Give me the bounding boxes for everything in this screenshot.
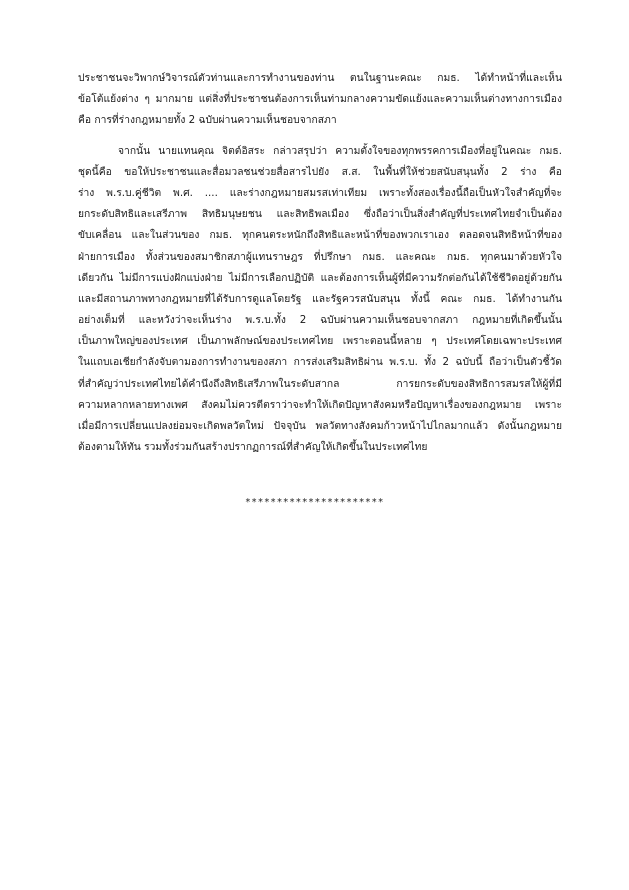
document-body [78, 68, 562, 458]
text-line: ฝ่ายการเมือง ทั้งส่วนของสมาชิกสภาผู้แทนราษฎร ที่ปรึกษา กมธ. และคณะ กมธ. ทุกคนมาด้วยหัวใจ [78, 250, 562, 263]
text-line: ประชาชนจะวิพากษ์วิจารณ์ตัวท่านและการทำงานของท่าน ตนในฐานะคณะ กมธ. ได้ทำหน้าที่และเห็น [78, 72, 562, 84]
text-line: ร่าง พ.ร.บ.คู่ชีวิต พ.ศ. .... และร่างกฎหมายสมรสเท่าเทียม เพราะทั้งสองเรื่องนี้ถือเป็นหัวใจสำคัญที่จะ [78, 186, 562, 199]
text-line: อย่างเต็มที่ และหวังว่าจะเห็นร่าง พ.ร.บ.ทั้ง 2 ฉบับผ่านความเห็นชอบจากสภา กฎหมายที่เกิดขึ้นนั้น [78, 314, 562, 327]
text-line: เป็นภาพใหญ่ของประเทศ เป็นภาพลักษณ์ของประเทศไทย เพราะตอนนี้หลาย ๆ ประเทศโดยเฉพาะประเทศ [78, 335, 562, 348]
text-line: ขับเคลื่อน และในส่วนของ กมธ. ทุกคนตระหนักถึงสิทธิและหน้าที่ของพวกเราเอง ตลอดจนสิทธิหน้าที่ของ [78, 229, 562, 242]
text-line: ต้องตามให้ทัน รวมทั้งร่วมกันสร้างปรากฏการณ์ที่สำคัญให้เกิดขึ้นในประเทศไทย [78, 441, 428, 454]
text-line-indented: จากนั้น นายแทนคุณ จิตต์อิสระ กล่าวสรุปว่า ความตั้งใจของทุกพรรคการเมืองที่อยู่ในคณะ กมธ. [118, 144, 562, 157]
paragraph-2 [78, 141, 562, 459]
text-line: เดียวกัน ไม่มีการแบ่งฝักแบ่งฝ่าย ไม่มีการเลือกปฏิบัติ และต้องการเห็นผู้ที่มีความรักต่อกันได้ใช้ชีวิตอยู่ด้วยกัน [78, 271, 562, 284]
text-line: ในแถบเอเชียกำลังจับตามองการทำงานของสภา การส่งเสริมสิทธิผ่าน พ.ร.บ. ทั้ง 2 ฉบับนี้ ถือว่าเป็นตัวชี้วัด [78, 356, 562, 369]
text-line: คือ การที่ร่างกฎหมายทั้ง 2 ฉบับผ่านความเห็นชอบจากสภา [78, 114, 337, 127]
text-line: ความหลากหลายทางเพศ สังคมไม่ควรตีตราว่าจะทำให้เกิดปัญหาสังคมหรือปัญหาเรื่องของกฎหมาย เพราะ [78, 398, 562, 411]
paragraph-1 [78, 68, 562, 132]
text-line: ยกระดับสิทธิและเสรีภาพ สิทธิมนุษยชน และสิทธิพลเมือง ซึ่งถือว่าเป็นสิ่งสำคัญที่ประเทศไทยจำเป็นต้อง [78, 208, 562, 221]
text-line: ที่สำคัญว่าประเทศไทยได้คำนึงถึงสิทธิเสรีภาพในระดับสากล การยกระดับของสิทธิการสมรสให้ผู้ที่มี [78, 377, 562, 390]
paragraph-spacer [78, 132, 562, 141]
end-of-document-marker: ********************** [244, 497, 385, 508]
text-line: ชุดนี้คือ ขอให้ประชาชนและสื่อมวลชนช่วยสื่อสารไปยัง ส.ส. ในพื้นที่ให้ช่วยสนับสนุนทั้ง 2 ร่าง คือ [78, 165, 562, 178]
text-line: ข้อโต้แย้งต่าง ๆ มากมาย แต่สิ่งที่ประชาชนต้องการเห็นท่ามกลางความขัดแย้งและความเห็นต่างทางการเมือง [78, 93, 562, 106]
text-line: และมีสถานภาพทางกฎหมายที่ได้รับการดูแลโดยรัฐ และรัฐควรสนับสนุน ทั้งนี้ คณะ กมธ. ได้ทำงานกัน [78, 292, 562, 305]
text-line: เมื่อมีการเปลี่ยนแปลงย่อมจะเกิดพลวัตใหม่ ปัจจุบัน พลวัตทางสังคมก้าวหน้าไปไกลมากแล้ว ดังนั้นกฎหมาย [78, 420, 562, 432]
